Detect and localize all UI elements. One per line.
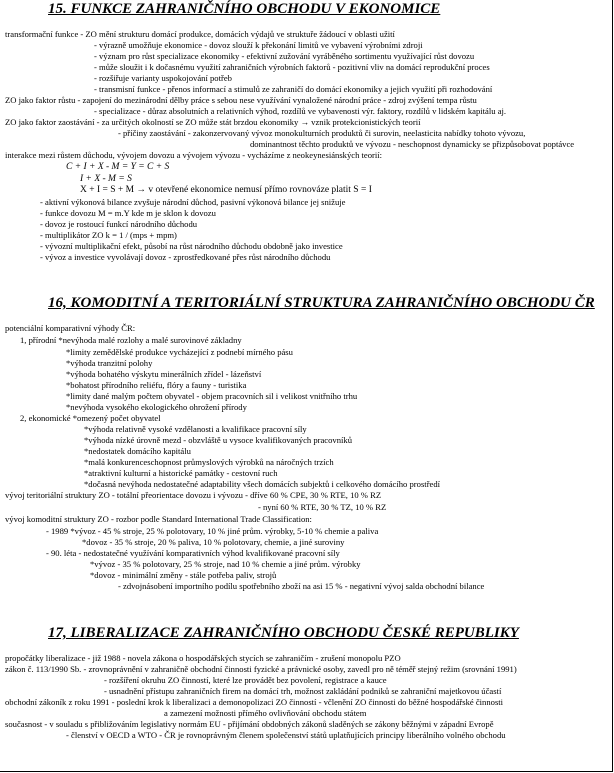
section-16-line: *limity zemědělské produkce vycházející z podnebí mírného pásu — [66, 347, 293, 357]
section-16-line: - nyní 60 % RTE, 30 % TZ, 10 % RZ — [258, 502, 387, 512]
section-15-line: - multiplikátor ZO k = 1 / (mps + mpm) — [40, 230, 177, 240]
section-17-line: obchodní zákoník z roku 1991 - poslední krok k liberalizaci a demonopolizaci ZO činností - včlenění ZO činnosti do běžné hospodářské činnosti — [5, 697, 504, 707]
section-17-line: propočátky liberalizace - již 1988 - novela zákona o hospodářských stycích se zahraničím - zrušení monopolu PZO — [5, 653, 401, 663]
section-16-line: 2, ekonomické *omezený počet obyvatel — [20, 413, 161, 423]
section-15-line: - význam pro růst specializace ekonomiky - efektivní zužování vyráběného sortimentu využívající růst dovozu — [94, 51, 475, 61]
section-16-line: *dovoz - minimální změny - stále potřeba paliv, strojů — [90, 570, 277, 580]
section-title-15: 15. FUNKCE ZAHRANIČNÍHO OBCHODU V EKONOMICE — [48, 1, 441, 17]
section-title-17: 17, LIBERALIZACE ZAHRANIČNÍHO OBCHODU ČESKÉ REPUBLIKY — [48, 625, 519, 641]
section-15-line: dominantnost těchto produktů ve vývozu - neschopnost dynamicky se přizpůsobovat poptávce — [250, 139, 575, 149]
formula-line: I + X - M = S — [80, 174, 132, 184]
section-15-line: - může sloužit i k dočasnému využití zahraničních výrobních faktorů - pozitivní vliv na domácí reprodukční proces — [94, 62, 490, 72]
section-17-line: - členství v OECD a WTO - ČR je rovnoprávným členem společenství států uplatňujících principy liberálního volného obchodu — [66, 730, 506, 740]
section-16-line: 1, přírodní *nevýhoda malé rozlohy a malé surovinové základny — [20, 335, 242, 345]
section-16-line: *výhoda nízké úrovně mezd - obzvláště u vysoce kvalifikovaných pracovníků — [84, 435, 352, 445]
section-16-line: *nevýhoda vysokého ekologického ohrožení přírody — [66, 402, 247, 412]
section-16-line: *limity dané malým počtem obyvatel - objem pracovních sil i velikost vnitřního trhu — [66, 391, 358, 401]
section-16-line: - 90. léta - nedostatečné využívání komparativních výhod kvalifikované pracovní síly — [46, 548, 340, 558]
section-16-line: *bohatost přírodního reliéfu, flóry a fauny - turistika — [66, 380, 247, 390]
formula-line: C + I + X - M = Y = C + S — [66, 162, 170, 172]
section-15-line: transformační funkce - ZO mění strukturu domácí produkce, domácích výdajů ve struktuře žádoucí v oblasti užití — [5, 29, 395, 39]
section-16-line: *vývoz - 35 % polotovary, 25 % stroje, nad 10 % chemie a jiné prům. výrobky — [90, 559, 361, 569]
section-16-line: *nedostatek domácího kapitálu — [84, 446, 191, 456]
section-16-line: - 1989 *vývoz - 45 % stroje, 25 % polotovary, 10 % jiné prům. výrobky, 5-10 % chemie a paliva — [46, 526, 379, 536]
section-15-line: - dovoz je rostoucí funkcí národního důchodu — [40, 219, 198, 229]
section-16-line: *výhoda bohatého výskytu minerálních zřídel - lázeňství — [66, 369, 262, 379]
section-16-line: *dovoz - 35 % stroje, 20 % paliva, 10 % polotovary, chemie, a jiné suroviny — [82, 537, 345, 547]
section-15-line: ZO jako faktor zaostávání - za určitých okolností se ZO může stát brzdou ekonomiky → vznik protekcionistických teorií — [5, 117, 421, 127]
section-16-line: *výhoda tranzitní polohy — [66, 358, 153, 368]
section-15-line: - transmisní funkce - přenos informací a stimulů ze zahraničí do domácí ekonomiky a jejich využití při rozhodování — [94, 84, 493, 94]
section-15-line: - specializace - důraz absolutních a relativních výhod, rozdílů ve vybavenosti výr. faktory, rozdílů v lidském kapitálu aj. — [94, 106, 507, 116]
formula-line: X + I = S + M → v otevřené ekonomice nemusí přímo rovnováze platit S = I — [80, 185, 372, 195]
section-16-line: - zdvojnásobení importního podílu spotřebního zboží na asi 15 % - negativní vývoj salda obchodní bilance — [118, 581, 485, 591]
section-17-line: současnost - v souladu s přibližováním legislativy normám EU - přijímání obdobných zákonů sladěných se zákony běžnými v západní Evropě — [5, 719, 494, 729]
section-15-line: - vývoz a investice vyvolávají dovoz - zprostředkované přes růst národního důchodu — [40, 252, 331, 262]
section-17-line: - rozšíření okruhu ZO činností, které lze provádět bez povolení, registrace a kauce — [104, 675, 387, 685]
section-15-line: interakce mezi růstem důchodu, vývojem dovozu a vývojem vývozu - vycházíme z neokeynesiánských teorií: — [5, 150, 383, 160]
section-16-line: *výhoda relativně vysoké vzdělanosti a kvalifikace pracovní síly — [84, 424, 307, 434]
section-16-line: vývoj teritoriální struktury ZO - totální přeorientace dovozu i vývozu - dříve 60 % CPE, 30 % RTE, 10 % RZ — [5, 490, 382, 500]
section-17-line: - usnadnění přístupu zahraničních firem na domácí trh, možnost zakládání podniků se zahraniční majetkovou účastí — [104, 686, 502, 696]
section-15-line: - funkce dovozu M = m.Y kde m je sklon k dovozu — [40, 208, 216, 218]
section-16-line: potenciální komparativní výhody ČR: — [5, 323, 136, 333]
section-16-line: *dočasná nevýhoda nedostatečné adaptability všech domácích subjektů i celkového domácího prostředí — [84, 479, 441, 489]
section-15-line: - výrazně umožňuje ekonomice - dovoz slouží k překonání limitů ve vybavení výrobními zdroji — [94, 40, 423, 50]
section-15-line: ZO jako faktor růstu - zapojení do mezinárodní dělby práce s sebou nese využívání vynaložené národní práce - zdroj zvýšení tempa růstu — [5, 95, 477, 105]
section-15-line: - aktivní výkonová bilance zvyšuje národní důchod, pasivní výkonová bilance jej snižuje — [40, 197, 346, 207]
section-17-line: a zamezení možnosti přímého ovlivňování obchodu státem — [164, 708, 367, 718]
section-15-line: - příčiny zaostávání - zakonzervovaný vývoz monokulturních produktů či surovin, neelasticita nabídky tohoto vývozu, — [118, 128, 526, 138]
section-16-line: *atraktivní kulturní a historické památky - cestovní ruch — [84, 468, 278, 478]
section-title-16: 16, KOMODITNÍ A TERITORIÁLNÍ STRUKTURA ZAHRANIČNÍHO OBCHODU ČR — [48, 295, 595, 311]
section-15-line: - vývozní multiplikační efekt, působí na růst národního důchodu obdobně jako investice — [40, 241, 343, 251]
section-16-line: *malá konkurenceschopnost průmyslových výrobků na náročných trzích — [84, 457, 334, 467]
section-15-line: - rozšiřuje varianty uspokojování potřeb — [94, 73, 232, 83]
section-16-line: vývoj komoditní struktury ZO - rozbor podle Standard International Trade Classification: — [5, 514, 312, 524]
section-17-line: zákon č. 113/1990 Sb. - zrovnoprávnění v zahraničně obchodní činnosti fyzické a právnické osoby, zavedl pro ně téměř stejný režim (srovnání 1991) — [5, 664, 517, 674]
